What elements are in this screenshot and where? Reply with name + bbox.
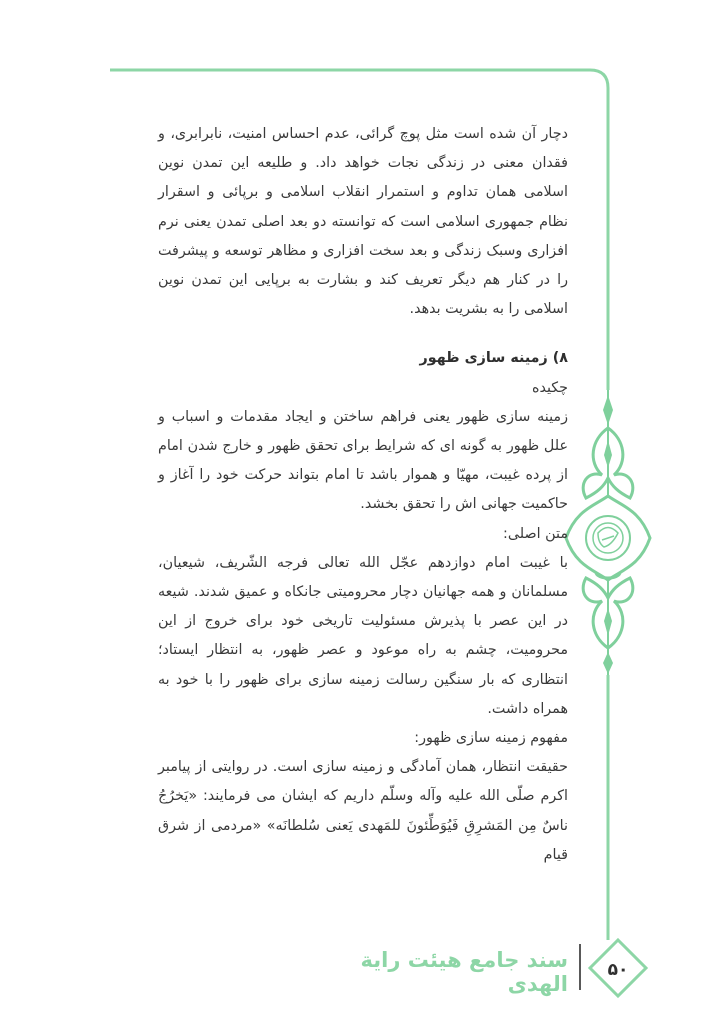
main-text-block: [158, 120, 568, 870]
summary-label: چکیده: [531, 379, 568, 396]
concept-label: مفهوم زمینه سازی ظهور:: [414, 730, 568, 747]
summary-paragraph: زمینه سازی ظهور یعنی فراهم ساختن و ایجاد مقدمات و اسباب و علل ظهور به گونه ای که شرایط برای تحقق ظهور و خارج شدن امام از پرده غیبت، مهیّا و هموار باشد تا امام بتواند حرکت خود را آغاز و حاکمیت جهانی اش را تحقق بخشد.: [158, 408, 568, 513]
concept-paragraph: حقیقت انتظار، همان آمادگی و زمینه سازی است. در روایتی از پیامبر اکرم صلّی الله علیه وآله وسلّم داریم که ایشان می فرمایند: «یَخرُجُ ناسٌ مِن المَشرِقِ فَیُوَطِّئونَ للمَهدی یَعنی سُلطانَه» «مردمی از شرق قیام: [158, 759, 568, 863]
main-text-paragraph: با غیبت امام دوازدهم عجّل الله تعالی فرجه الشّریف، شیعیان، مسلمانان و همه جهانیان دچار محرومیتی جانکاه و عمیق شدند. شیعه در این عصر با پذیرش مسئولیت تاریخی خود برای خروج از این محرومیت، چشم به راه موعود و عصر ظهور، به انتظار ایستاد؛ انتظاری که بار سنگین رسالت زمینه سازی برای ظهور را با خود به همراه داشت.: [158, 554, 568, 717]
book-title: سند جامع هیئت رایة الهدی: [360, 948, 568, 996]
section-heading: ۸) زمینه سازی ظهور: [419, 350, 568, 367]
main-text-label: متن اصلی:: [503, 525, 568, 542]
paragraph-intro: دچار آن شده است مثل پوچ گرائی، عدم احساس امنیت، نابرابری، و فقدان معنی در زندگی نجات خواهد داد. و طلیعه این تمدن نوین اسلامی همان تداوم و استمرار انقلاب اسلامی و برپائی و اسقرار نظام جمهوری اسلامی است که توانسته دو بعد اصلی تمدن یعنی نرم افزاری وسبک زندگی و بعد سخت افزاری و مظاهر توسعه و پیشرفت را در کنار هم دیگر تعریف کند و بشارت به برپایی این تمدن نوین اسلامی را به بشریت بدهد.: [158, 126, 568, 318]
decorative-ornament: [566, 390, 650, 675]
page-number: ۵۰: [607, 960, 629, 980]
